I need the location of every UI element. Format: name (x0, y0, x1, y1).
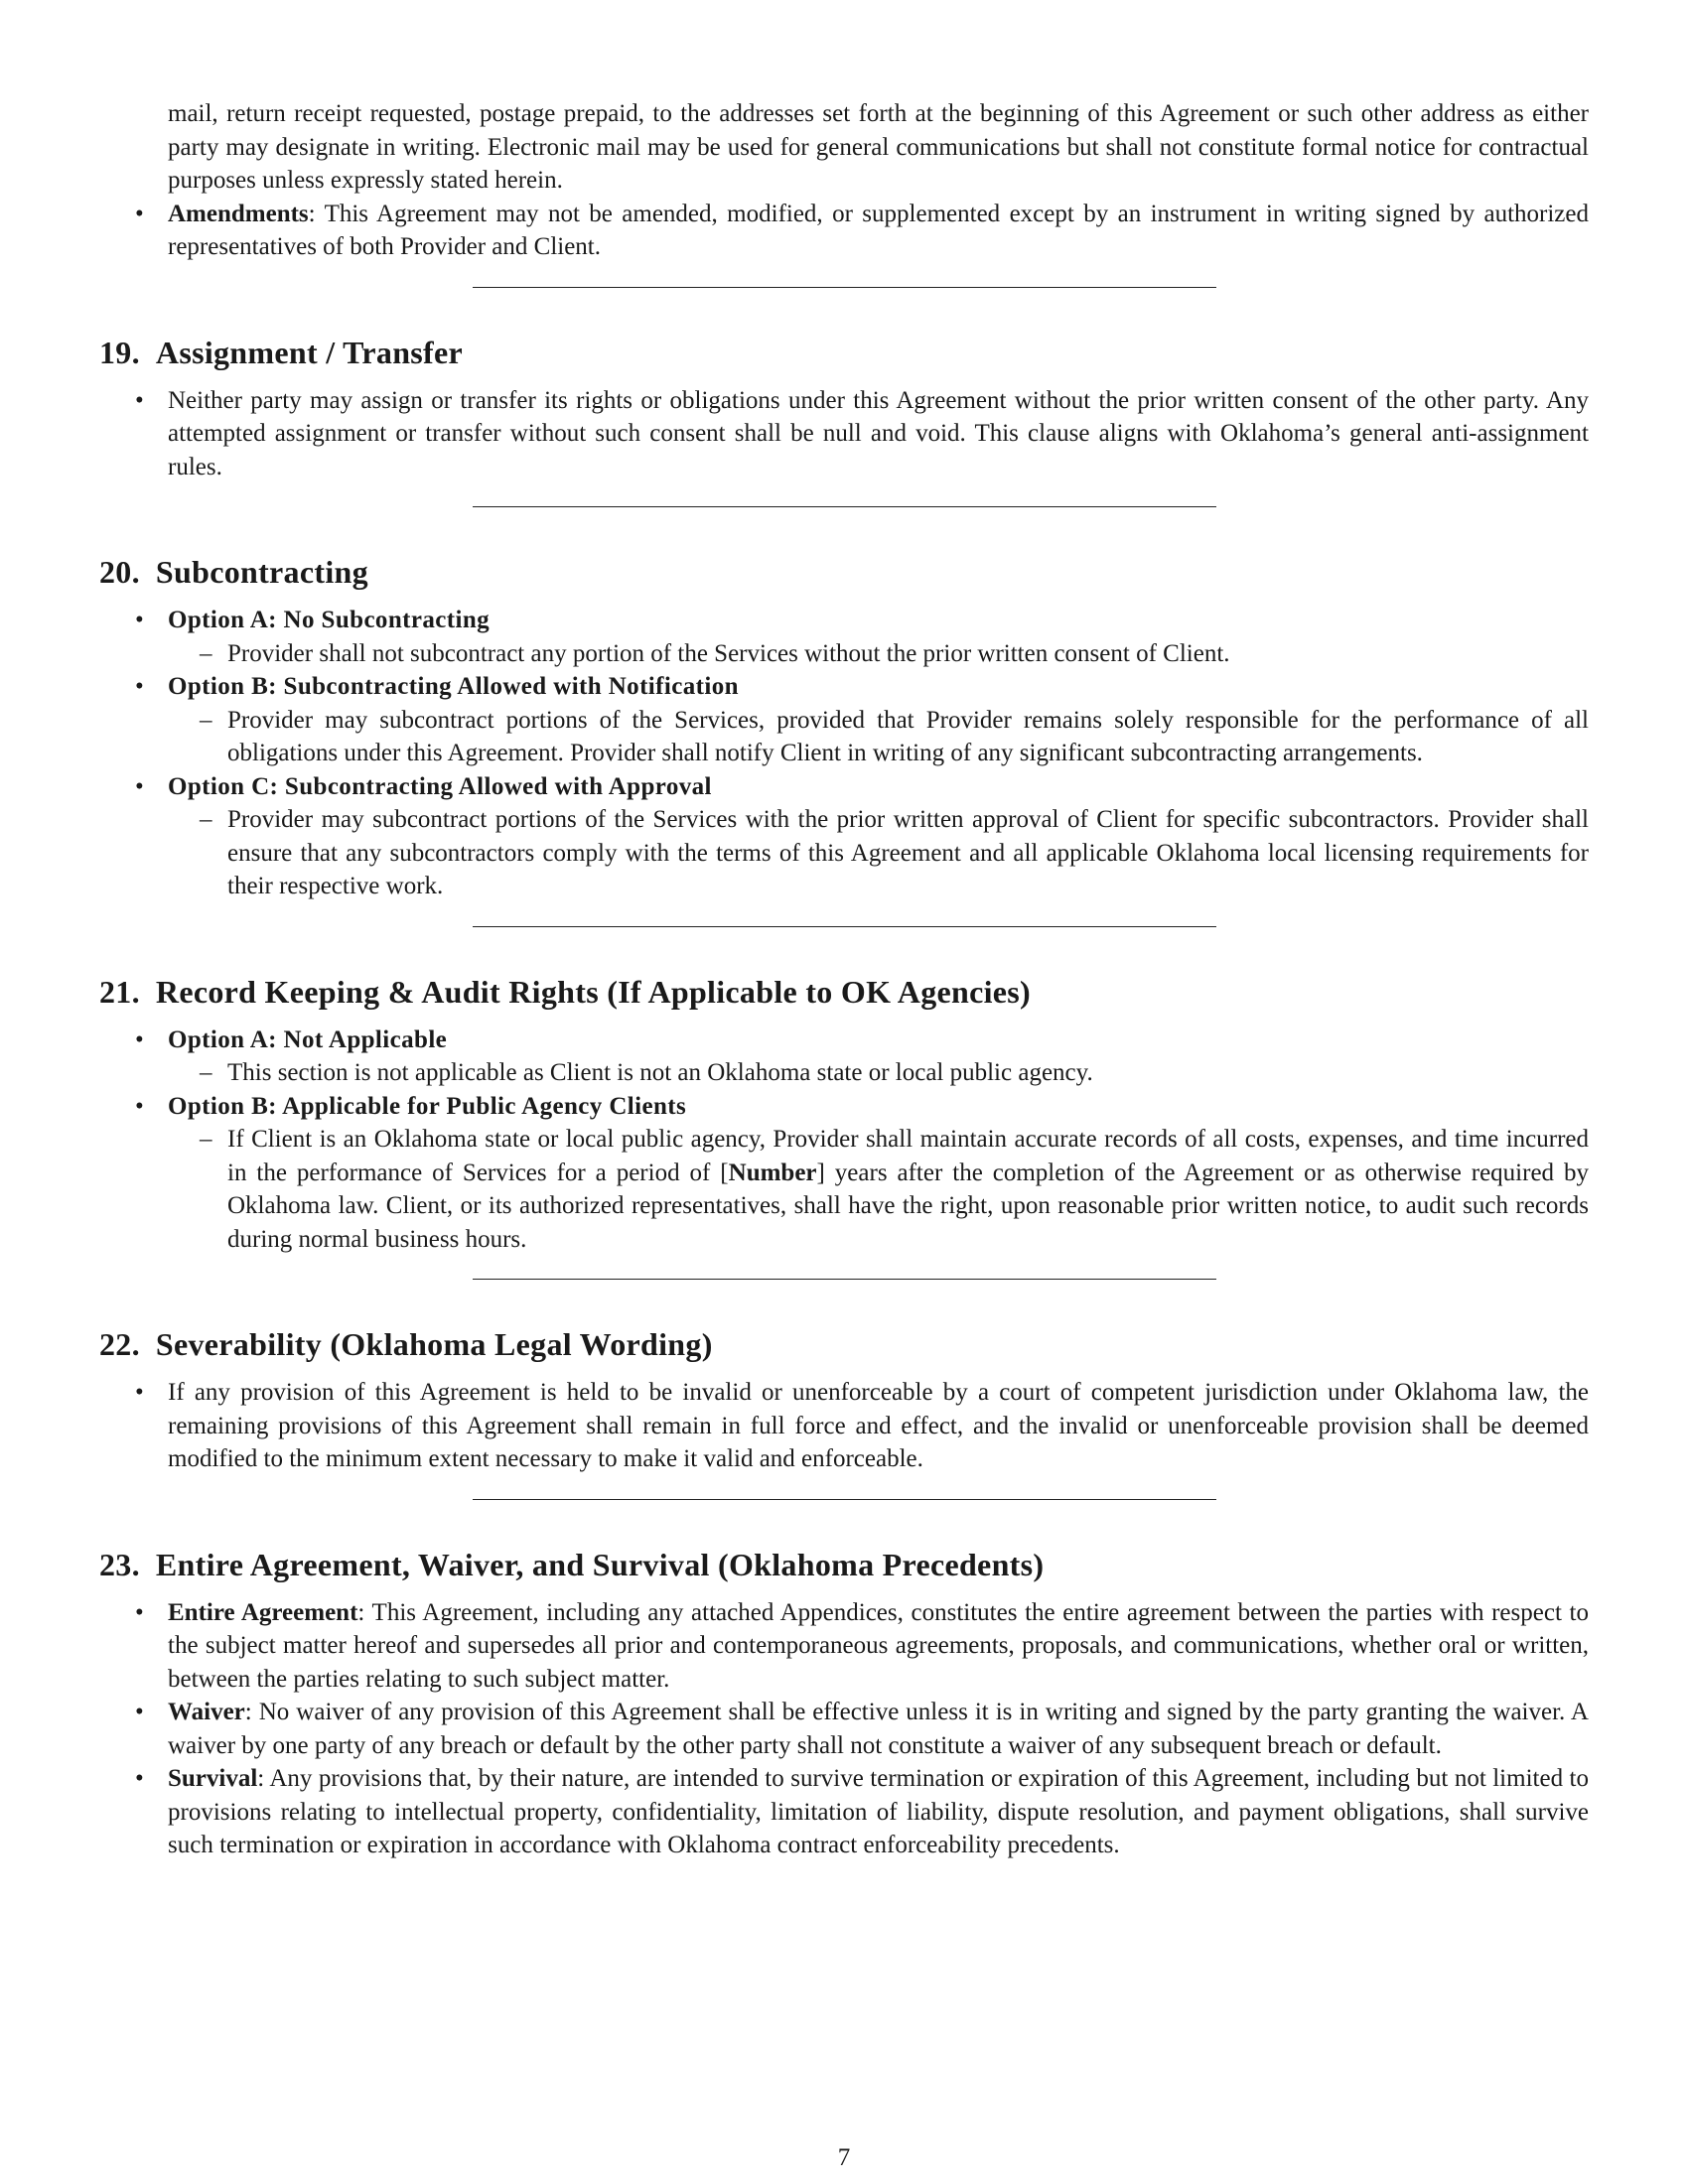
bullet-icon: • (135, 772, 144, 800)
clause-term: Waiver (168, 1699, 245, 1725)
bullet-icon: • (135, 200, 144, 227)
dash-icon: – (200, 806, 212, 833)
section-title: Subcontracting (155, 554, 368, 590)
section-title: Record Keeping & Audit Rights (If Applicable to OK Agencies) (155, 973, 1032, 1010)
section-divider (473, 1279, 1216, 1280)
list-item-amendments (99, 198, 1589, 264)
page-number: 7 (837, 2144, 851, 2171)
document-page (99, 97, 1589, 1862)
section-divider (473, 1499, 1216, 1500)
option-detail (99, 1056, 1589, 1090)
bullet-icon: • (135, 1092, 144, 1120)
section-19-body (99, 384, 1589, 484)
dash-icon: – (200, 1126, 212, 1153)
bullet-icon: • (135, 673, 144, 700)
option-text: Provider may subcontract portions of the Services, provided that Provider remains solely responsible for the performance of all obligations under this Agreement. Provider shall notify Client in writing of any significant subcontracting arrangements. (227, 706, 1589, 766)
bullet-icon: • (135, 607, 144, 633)
clause-term: Survival (168, 1765, 258, 1792)
list-item-entire-agreement (99, 1596, 1589, 1697)
section-23-body (99, 1596, 1589, 1862)
bullet-icon: • (135, 1379, 144, 1406)
option-item (99, 1024, 1589, 1090)
section-20-body (99, 604, 1589, 903)
section-21-heading (99, 972, 1589, 1012)
intro-section (99, 97, 1589, 264)
severability-text: If any provision of this Agreement is held to be invalid or unenforceable by a court of competent jurisdiction under Oklahoma law, the remaining provisions of this Agreement shall remain in full force and effect, and the invalid or unenforceable provision shall be deemed modified to the minimum extent necessary to make it valid and enforceable. (168, 1379, 1589, 1472)
section-divider (473, 926, 1216, 927)
notice-continuation (99, 97, 1589, 198)
section-20-heading (99, 552, 1589, 592)
section-22-heading (99, 1324, 1589, 1364)
clause-text: : No waiver of any provision of this Agreement shall be effective unless it is in writing and signed by the party granting the waiver. A waiver by one party of any breach or default by the other party shall not constitute a waiver of any subsequent breach or default. (168, 1699, 1589, 1759)
option-detail (99, 1123, 1589, 1256)
dash-icon: – (200, 706, 212, 734)
section-number: 20. (99, 554, 140, 590)
option-label: Option A: Not Applicable (168, 1025, 448, 1053)
option-label: Option B: Applicable for Public Agency Clients (168, 1092, 687, 1120)
option-item (99, 1090, 1589, 1257)
option-label: Option A: No Subcontracting (168, 607, 491, 633)
section-title: Entire Agreement, Waiver, and Survival (Oklahoma Precedents) (155, 1546, 1045, 1582)
option-label: Option C: Subcontracting Allowed with Approval (168, 772, 712, 800)
option-detail (99, 704, 1589, 770)
amendments-term: Amendments (168, 200, 309, 227)
section-divider (473, 506, 1216, 507)
list-item (99, 384, 1589, 484)
clause-text: : This Agreement, including any attached Appendices, constitutes the entire agreement between the parties with respect to the subject matter hereof and supersedes all prior and contemporaneous agreements, proposals, and communications, whether oral or written, between the parties relating to such subject matter. (168, 1598, 1589, 1693)
section-number: 22. (99, 1326, 140, 1362)
option-detail (99, 637, 1589, 671)
option-item (99, 670, 1589, 770)
clause-text: : Any provisions that, by their nature, are intended to survive termination or expiration of this Agreement, including but not limited to provisions relating to intellectual property, confidentiality, limitation of liability, dispute resolution, and payment obligations, shall survive such termination or expiration in accordance with Oklahoma contract enforceability precedents. (168, 1765, 1589, 1858)
section-19-heading (99, 333, 1589, 372)
option-item (99, 604, 1589, 670)
bullet-icon: • (135, 1025, 144, 1053)
list-item-survival (99, 1762, 1589, 1862)
section-number: 21. (99, 973, 140, 1010)
option-text: Provider shall not subcontract any portion of the Services without the prior written consent of Client. (227, 639, 1230, 667)
section-title: Severability (Oklahoma Legal Wording) (155, 1326, 713, 1362)
section-divider (473, 287, 1216, 288)
section-23-heading (99, 1545, 1589, 1584)
option-detail (99, 803, 1589, 903)
placeholder-number: Number (728, 1159, 817, 1186)
clause-term: Entire Agreement (168, 1598, 358, 1626)
list-item-waiver (99, 1696, 1589, 1762)
list-item (99, 1376, 1589, 1476)
section-number: 19. (99, 334, 140, 370)
section-21-body (99, 1024, 1589, 1257)
option-text: Provider may subcontract portions of the Services with the prior written approval of Client for specific subcontractors. Provider shall ensure that any subcontractors comply with the terms of this Agreement and all applicable Oklahoma local licensing requirements for their respective work. (227, 806, 1589, 899)
section-number: 23. (99, 1546, 140, 1582)
option-item (99, 770, 1589, 903)
bullet-icon: • (135, 1765, 144, 1792)
option-label: Option B: Subcontracting Allowed with Notification (168, 673, 739, 700)
section-title: Assignment / Transfer (155, 334, 464, 370)
bullet-icon: • (135, 1598, 144, 1626)
notice-continuation-text: mail, return receipt requested, postage prepaid, to the addresses set forth at the beginning of this Agreement or such other address as either party may designate in writing. Electronic mail may be used for general communications but shall not constitute formal notice for contractual purposes unless expressly stated herein. (168, 100, 1589, 194)
option-text-continued: ] years after the completion of the Agreement or as otherwise required by Oklahoma law. Client, or its authorized representatives, shall have the right, upon reasonable prior written notice, to audit such records during normal business hours. (227, 1159, 1589, 1253)
bullet-icon: • (135, 1699, 144, 1725)
amendments-text: : This Agreement may not be amended, modified, or supplemented except by an instrument in writing signed by authorized representatives of both Provider and Client. (168, 200, 1589, 260)
option-text: This section is not applicable as Client is not an Oklahoma state or local public agency. (227, 1059, 1093, 1086)
bullet-icon: • (135, 386, 144, 414)
option-text: If Client is an Oklahoma state or local public agency, Provider shall maintain accurate records of all costs, expenses, and time incurred in the performance of Services for a period of [ (227, 1126, 1589, 1186)
section-22-body (99, 1376, 1589, 1476)
assignment-text: Neither party may assign or transfer its rights or obligations under this Agreement without the prior written consent of the other party. Any attempted assignment or transfer without such consent shall be null and void. This clause aligns with Oklahoma’s general anti-assignment rules. (168, 386, 1589, 480)
dash-icon: – (200, 639, 212, 667)
dash-icon: – (200, 1059, 212, 1086)
